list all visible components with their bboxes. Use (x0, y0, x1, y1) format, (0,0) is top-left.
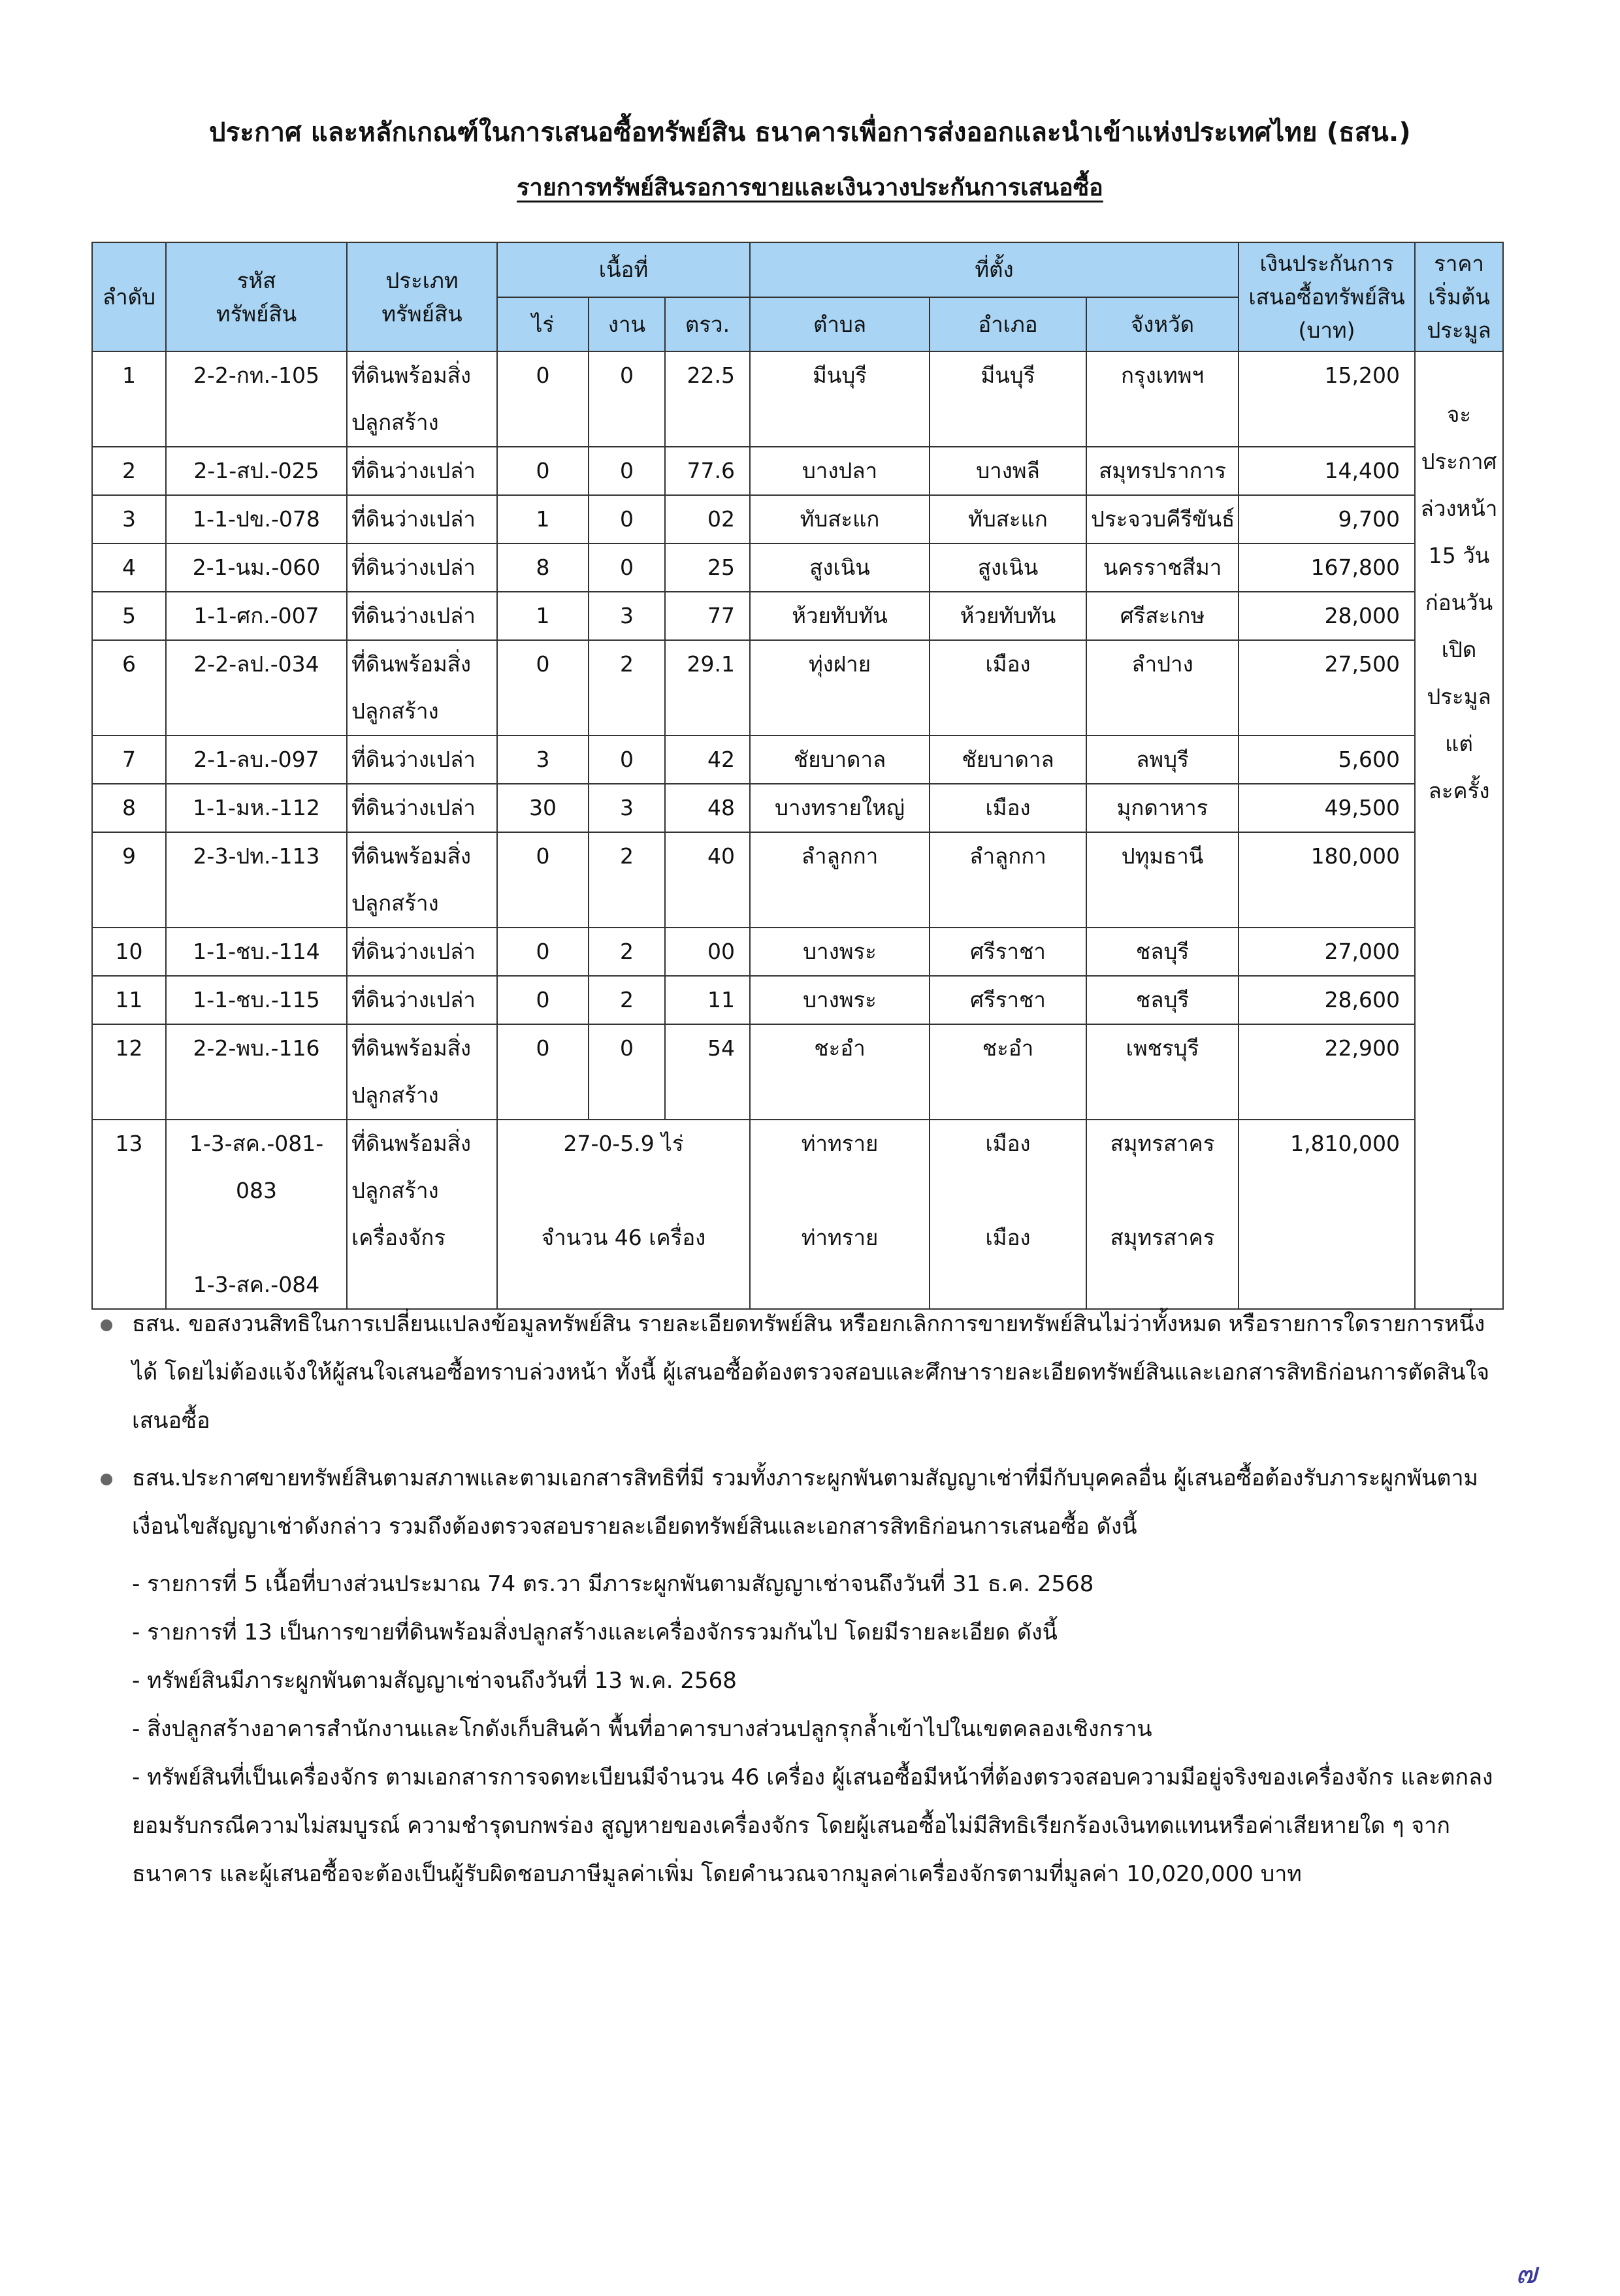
note-subitem: - สิ่งปลูกสร้างอาคารสำนักงานและโกดังเก็บสินค้า พื้นที่อาคารบางส่วนปลูกรุกล้ำเข้าไปในเขตคลองเชิงกราน (132, 1716, 1152, 1742)
cell-province: มุกดาหาร (1086, 784, 1239, 832)
cell-province: ลำปาง (1086, 640, 1239, 736)
table-row (92, 1024, 1503, 1120)
cell-type: ที่ดินว่างเปล่า (347, 736, 497, 784)
cell-province: สมุทรปราการ (1086, 447, 1239, 495)
note-subitem: - รายการที่ 5 เนื้อที่บางส่วนประมาณ 74 ตร.วา มีภาระผูกพันตามสัญญาเช่าจนถึงวันที่ 31 ธ.ค. 2568 (132, 1571, 1094, 1597)
cell-type: ที่ดินว่างเปล่า (347, 784, 497, 832)
cell-area-a: 27-0-5.9 ไร่ (563, 1131, 684, 1157)
cell-area-b: จำนวน 46 เครื่อง (541, 1225, 706, 1251)
cell-deposit: 28,000 (1239, 592, 1415, 640)
cell-amphoe: ลำลูกกา (930, 832, 1086, 928)
cell-sqwa: 77.6 (665, 447, 750, 495)
cell-province: ชลบุรี (1086, 928, 1239, 976)
cell-ngan: 0 (589, 1024, 665, 1120)
cell-deposit: 180,000 (1239, 832, 1415, 928)
cell-tambon: ชัยบาดาล (750, 736, 930, 784)
cell-amphoe: สูงเนิน (930, 543, 1086, 592)
table-row (92, 784, 1503, 832)
cell-code: 2-2-พบ.-116 (166, 1024, 347, 1120)
table-row (92, 1120, 1503, 1309)
cell-ngan: 2 (589, 640, 665, 736)
cell-deposit: 27,500 (1239, 640, 1415, 736)
cell-area (497, 1120, 750, 1309)
cell-amphoe (930, 1120, 1086, 1309)
cell-province: ลพบุรี (1086, 736, 1239, 784)
cell-type: ที่ดินพร้อมสิ่ง ปลูกสร้าง (347, 640, 497, 736)
bullet-icon (101, 1474, 112, 1485)
cell-tambon: บางทรายใหญ่ (750, 784, 930, 832)
cell-code: 2-2-ลป.-034 (166, 640, 347, 736)
cell-code-a: 1-3-สค.-081-083 (189, 1131, 324, 1204)
notes-section (91, 1300, 1502, 1898)
table-row (92, 976, 1503, 1024)
cell-sqwa: 00 (665, 928, 750, 976)
header-no: ลำดับ (92, 242, 166, 351)
page-title: ประกาศ และหลักเกณฑ์ในการเสนอซื้อทรัพย์สิน ธนาคารเพื่อการส่งออกและนำเข้าแห่งประเทศไทย (ธสน.) (209, 118, 1411, 148)
header-area: เนื้อที่ (497, 242, 750, 297)
note-text: ธสน. ขอสงวนสิทธิในการเปลี่ยนแปลงข้อมูลทรัพย์สิน รายละเอียดทรัพย์สิน หรือยกเลิกการขายทรัพย์สินไม่ว่าทั้งหมด หรือรายการใดรายการหนึ่งได้ โดยไม่ต้องแจ้งให้ผู้สนใจเสนอซื้อทราบล่วงหน้า ทั้งนี้ ผู้เสนอซื้อต้องตรวจสอบและศึกษารายละเอียดทรัพย์สินและเอกสารสิทธิก่อนการตัดสินใจเสนอซื้อ (132, 1311, 1490, 1434)
cell-sqwa: 25 (665, 543, 750, 592)
cell-ngan: 2 (589, 976, 665, 1024)
cell-type-b: เครื่องจักร (351, 1225, 446, 1251)
table-row (92, 736, 1503, 784)
note-subitem: - รายการที่ 13 เป็นการขายที่ดินพร้อมสิ่งปลูกสร้างและเครื่องจักรรวมกันไป โดยมีรายละเอียด ดังนี้ (132, 1619, 1058, 1645)
cell-type: ที่ดินว่างเปล่า (347, 543, 497, 592)
page-subtitle: รายการทรัพย์สินรอการขายและเงินวางประกันการเสนอซื้อ (517, 174, 1103, 201)
cell-type: ที่ดินพร้อมสิ่ง ปลูกสร้าง (347, 1024, 497, 1120)
header-amphoe: อำเภอ (930, 297, 1086, 352)
cell-province: ประจวบคีรีขันธ์ (1086, 495, 1239, 543)
cell-amphoe: ห้วยทับทัน (930, 592, 1086, 640)
cell-code: 1-1-ชบ.-115 (166, 976, 347, 1024)
cell-code: 2-1-ลบ.-097 (166, 736, 347, 784)
cell-ngan: 0 (589, 543, 665, 592)
cell-no: 1 (92, 351, 166, 447)
cell-code: 1-1-ชบ.-114 (166, 928, 347, 976)
cell-no: 7 (92, 736, 166, 784)
cell-deposit: 49,500 (1239, 784, 1415, 832)
cell-no: 8 (92, 784, 166, 832)
cell-sqwa: 42 (665, 736, 750, 784)
header-location: ที่ตั้ง (750, 242, 1239, 297)
header-deposit: เงินประกันการ เสนอซื้อทรัพย์สิน (บาท) (1239, 242, 1415, 351)
cell-tambon-a: ท่าทราย (801, 1131, 879, 1157)
cell-amphoe: เมือง (930, 784, 1086, 832)
cell-no: 3 (92, 495, 166, 543)
cell-sqwa: 29.1 (665, 640, 750, 736)
cell-no: 11 (92, 976, 166, 1024)
cell-deposit: 5,600 (1239, 736, 1415, 784)
cell-province: ศรีสะเกษ (1086, 592, 1239, 640)
cell-deposit: 22,900 (1239, 1024, 1415, 1120)
cell-amphoe: บางพลี (930, 447, 1086, 495)
cell-amphoe: ชัยบาดาล (930, 736, 1086, 784)
cell-deposit: 1,810,000 (1239, 1120, 1415, 1309)
cell-no: 9 (92, 832, 166, 928)
cell-type: ที่ดินพร้อมสิ่ง ปลูกสร้าง (347, 351, 497, 447)
note-subitem: - ทรัพย์สินมีภาระผูกพันตามสัญญาเช่าจนถึงวันที่ 13 พ.ค. 2568 (132, 1668, 737, 1694)
table-row (92, 495, 1503, 543)
header-code: รหัส ทรัพย์สิน (166, 242, 347, 351)
cell-amphoe: ทับสะแก (930, 495, 1086, 543)
table-row (92, 351, 1503, 447)
cell-no: 6 (92, 640, 166, 736)
cell-rai: 30 (497, 784, 589, 832)
cell-no: 5 (92, 592, 166, 640)
cell-code: 1-1-ปข.-078 (166, 495, 347, 543)
page-number: ๗ (1515, 2257, 1538, 2290)
cell-deposit: 14,400 (1239, 447, 1415, 495)
cell-sqwa: 54 (665, 1024, 750, 1120)
cell-type: ที่ดินว่างเปล่า (347, 592, 497, 640)
header-type: ประเภท ทรัพย์สิน (347, 242, 497, 351)
cell-ngan: 0 (589, 351, 665, 447)
cell-rai: 0 (497, 976, 589, 1024)
table-row (92, 640, 1503, 736)
cell-province: ปทุมธานี (1086, 832, 1239, 928)
header-start-price: ราคาเริ่มต้น ประมูล (1415, 242, 1503, 351)
cell-rai: 3 (497, 736, 589, 784)
cell-sqwa: 02 (665, 495, 750, 543)
cell-ngan: 3 (589, 784, 665, 832)
cell-tambon: บางพระ (750, 928, 930, 976)
cell-amphoe-b: เมือง (985, 1225, 1031, 1251)
cell-tambon: ทุ่งฝาย (750, 640, 930, 736)
cell-sqwa: 22.5 (665, 351, 750, 447)
cell-amphoe: เมือง (930, 640, 1086, 736)
cell-rai: 0 (497, 351, 589, 447)
cell-rai: 1 (497, 495, 589, 543)
note-text: ธสน.ประกาศขายทรัพย์สินตามสภาพและตามเอกสารสิทธิที่มี รวมทั้งภาระผูกพันตามสัญญาเช่าที่มีกับบุคคลอื่น ผู้เสนอซื้อต้องรับภาระผูกพันตามเงื่อนไขสัญญาเช่าดังกล่าว รวมถึงต้องตรวจสอบรายละเอียดทรัพย์สินและเอกสารสิทธิก่อนการเสนอซื้อ ดังนี้ (132, 1465, 1478, 1540)
cell-tambon-b: ท่าทราย (801, 1225, 879, 1251)
cell-type: ที่ดินว่างเปล่า (347, 928, 497, 976)
cell-ngan: 0 (589, 447, 665, 495)
cell-deposit: 15,200 (1239, 351, 1415, 447)
cell-sqwa: 48 (665, 784, 750, 832)
cell-code (166, 1120, 347, 1309)
cell-ngan: 2 (589, 928, 665, 976)
cell-ngan: 0 (589, 736, 665, 784)
cell-rai: 1 (497, 592, 589, 640)
header-sqwa: ตรว. (665, 297, 750, 352)
cell-code: 1-1-มห.-112 (166, 784, 347, 832)
cell-province (1086, 1120, 1239, 1309)
cell-sqwa: 77 (665, 592, 750, 640)
cell-code-b: 1-3-สค.-084 (193, 1272, 320, 1298)
cell-rai: 0 (497, 447, 589, 495)
cell-rai: 0 (497, 928, 589, 976)
cell-code: 1-1-ศก.-007 (166, 592, 347, 640)
cell-no: 4 (92, 543, 166, 592)
cell-rai: 0 (497, 832, 589, 928)
cell-type-a: ที่ดินพร้อมสิ่ง ปลูกสร้าง (351, 1131, 472, 1204)
cell-no: 10 (92, 928, 166, 976)
cell-amphoe: ศรีราชา (930, 976, 1086, 1024)
cell-ngan: 0 (589, 495, 665, 543)
cell-rai: 0 (497, 640, 589, 736)
cell-tambon: บางพระ (750, 976, 930, 1024)
cell-amphoe: ศรีราชา (930, 928, 1086, 976)
cell-rai: 8 (497, 543, 589, 592)
cell-province-b: สมุทรสาคร (1110, 1225, 1215, 1251)
cell-deposit: 27,000 (1239, 928, 1415, 976)
cell-ngan: 3 (589, 592, 665, 640)
cell-tambon: ชะอำ (750, 1024, 930, 1120)
header-tambon: ตำบล (750, 297, 930, 352)
cell-type: ที่ดินว่างเปล่า (347, 447, 497, 495)
cell-no: 13 (92, 1120, 166, 1309)
cell-deposit: 28,600 (1239, 976, 1415, 1024)
start-price-note: จะประกาศ ล่วงหน้า 15 วัน ก่อนวันเปิด ประมูลแต่ ละครั้ง (1415, 351, 1503, 1309)
header-rai: ไร่ (497, 297, 589, 352)
table-row (92, 543, 1503, 592)
cell-tambon: ลำลูกกา (750, 832, 930, 928)
note-bullet (91, 1454, 1502, 1551)
cell-no: 12 (92, 1024, 166, 1120)
note-subitem: - ทรัพย์สินที่เป็นเครื่องจักร ตามเอกสารการจดทะเบียนมีจำนวน 46 เครื่อง ผู้เสนอซื้อมีหน้าที่ต้องตรวจสอบความมีอยู่จริงของเครื่องจักร และตกลงยอมรับกรณีความไม่สมบูรณ์ ความชำรุดบกพร่อง สูญหายของเครื่องจักร โดยผู้เสนอซื้อไม่มีสิทธิเรียกร้องเงินทดแทนหรือค่าเสียหายใด ๆ จากธนาคาร และผู้เสนอซื้อจะต้องเป็นผู้รับผิดชอบภาษีมูลค่าเพิ่ม โดยคำนวณจากมูลค่าเครื่องจักรตามที่มูลค่า 10,020,000 บาท (132, 1764, 1493, 1887)
table-row (92, 592, 1503, 640)
cell-type: ที่ดินว่างเปล่า (347, 976, 497, 1024)
cell-sqwa: 40 (665, 832, 750, 928)
cell-code: 2-1-นม.-060 (166, 543, 347, 592)
cell-sqwa: 11 (665, 976, 750, 1024)
header-ngan: งาน (589, 297, 665, 352)
asset-table (91, 242, 1504, 1310)
table-row (92, 447, 1503, 495)
cell-type: ที่ดินพร้อมสิ่ง ปลูกสร้าง (347, 832, 497, 928)
table-row (92, 928, 1503, 976)
cell-province: กรุงเทพฯ (1086, 351, 1239, 447)
cell-type (347, 1120, 497, 1309)
cell-amphoe: ชะอำ (930, 1024, 1086, 1120)
cell-province: ชลบุรี (1086, 976, 1239, 1024)
cell-code: 2-3-ปท.-113 (166, 832, 347, 928)
table-row (92, 832, 1503, 928)
cell-type: ที่ดินว่างเปล่า (347, 495, 497, 543)
cell-province: เพชรบุรี (1086, 1024, 1239, 1120)
cell-no: 2 (92, 447, 166, 495)
cell-deposit: 9,700 (1239, 495, 1415, 543)
cell-code: 2-1-สป.-025 (166, 447, 347, 495)
cell-rai: 0 (497, 1024, 589, 1120)
cell-amphoe-a: เมือง (985, 1131, 1031, 1157)
cell-tambon: สูงเนิน (750, 543, 930, 592)
cell-tambon: บางปลา (750, 447, 930, 495)
cell-tambon: มีนบุรี (750, 351, 930, 447)
cell-tambon: ทับสะแก (750, 495, 930, 543)
bullet-icon (101, 1319, 112, 1331)
cell-province-a: สมุทรสาคร (1110, 1131, 1215, 1157)
cell-code: 2-2-กท.-105 (166, 351, 347, 447)
cell-deposit: 167,800 (1239, 543, 1415, 592)
header-province: จังหวัด (1086, 297, 1239, 352)
cell-tambon (750, 1120, 930, 1309)
cell-tambon: ห้วยทับทัน (750, 592, 930, 640)
cell-province: นครราชสีมา (1086, 543, 1239, 592)
cell-amphoe: มีนบุรี (930, 351, 1086, 447)
cell-ngan: 2 (589, 832, 665, 928)
note-bullet (91, 1300, 1502, 1445)
